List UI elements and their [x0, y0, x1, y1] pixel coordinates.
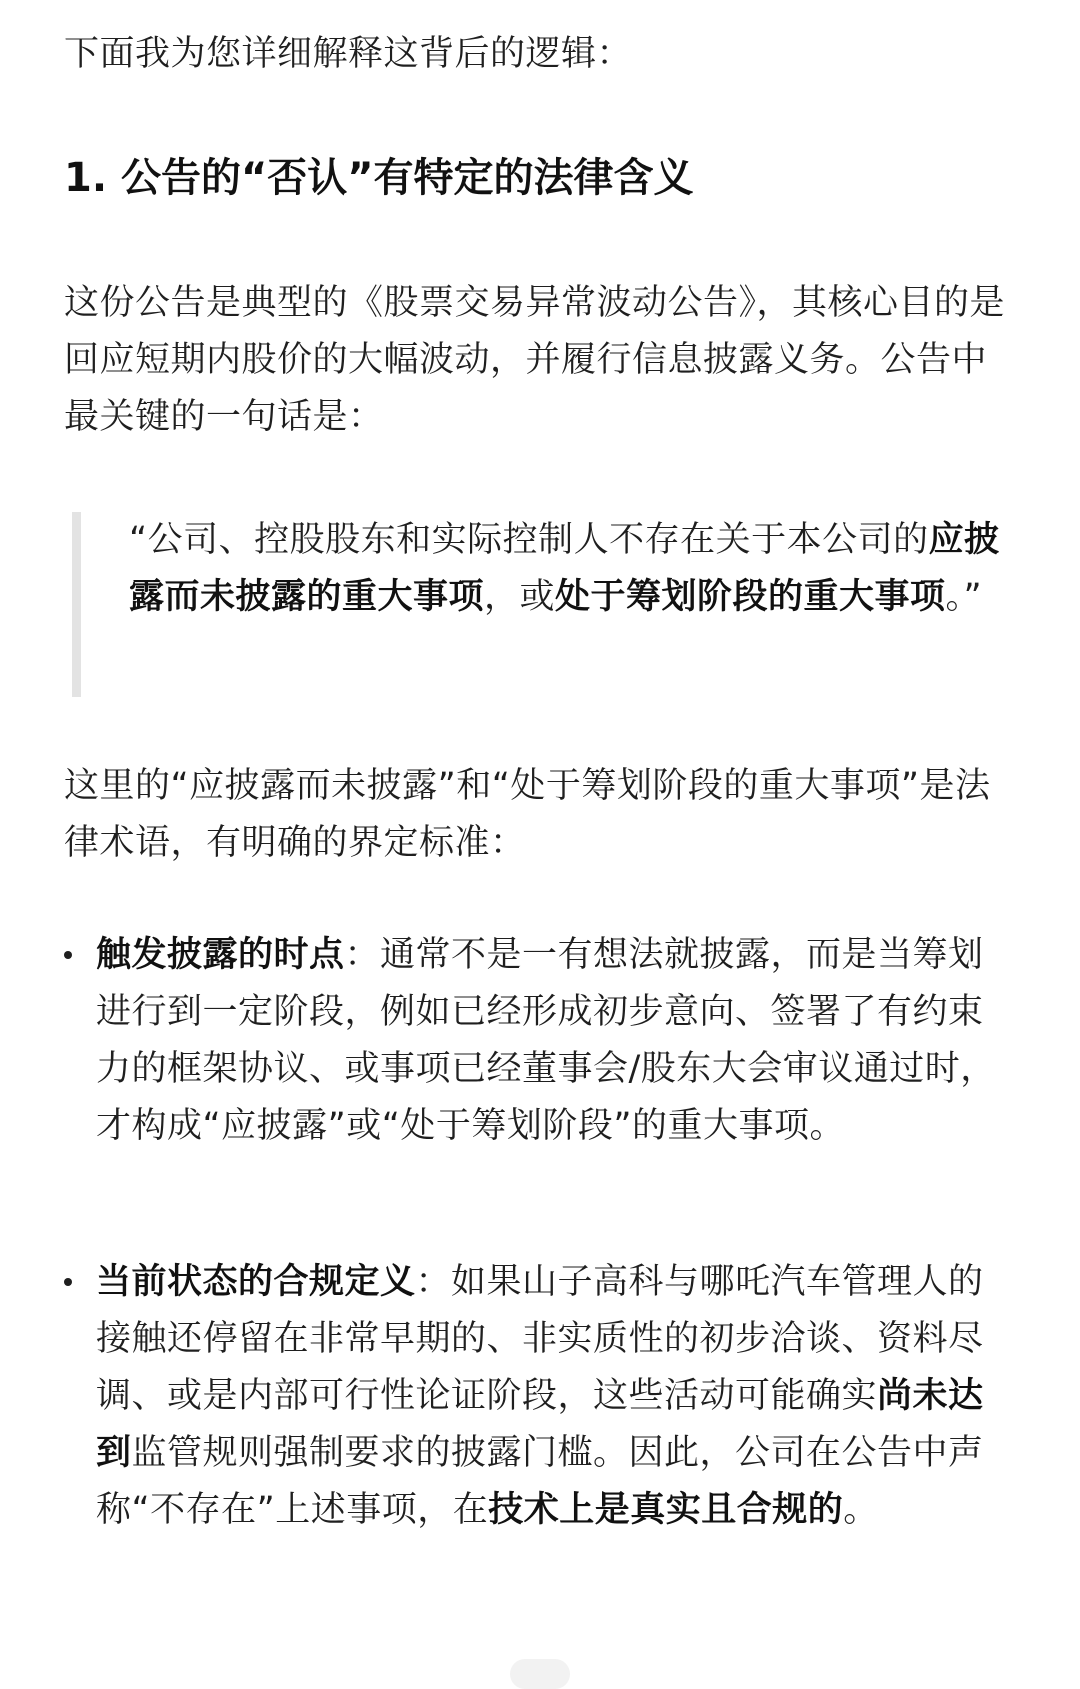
section-heading: 1. 公告的“否认”有特定的法律含义	[64, 155, 694, 201]
list-item-title: 触发披露的时点	[96, 935, 345, 975]
quote-bold-2: 处于筹划阶段的重大事项	[555, 577, 946, 617]
scroll-hint[interactable]	[510, 1659, 570, 1689]
quote-bold-1: 应披露而未披露的重大事项	[129, 520, 1000, 617]
bullet-icon	[64, 951, 72, 959]
list-item-title: 当前状态的合规定义	[96, 1262, 416, 1302]
list-item-text	[96, 927, 1014, 1155]
list-item-text	[96, 1254, 1014, 1539]
paragraph-legal-terms: 这里的“应披露而未披露”和“处于筹划阶段的重大事项”是法律术语，有明确的界定标准：	[64, 766, 991, 863]
list-item-body-2: 监管规则强制要求的披露门槛。因此，公司在公告中声称“不存在”上述事项，在	[96, 1433, 984, 1530]
list-item-body-3: 。	[843, 1490, 879, 1530]
list-item-body-1: ：如果山子高科与哪吒汽车管理人的接触还停留在非常早期的、非实质性的初步洽谈、资料尽调、或是内部可行性论证阶段，这些活动可能确实	[96, 1262, 984, 1416]
list-item-bold-1: 尚未达到	[96, 1376, 984, 1473]
intro-text: 下面我为您详细解释这背后的逻辑：	[64, 34, 633, 74]
quote-text-1: “公司、控股股东和实际控制人不存在关于本公司的	[129, 520, 929, 560]
paragraph-announcement: 这份公告是典型的《股票交易异常波动公告》，其核心目的是回应短期内股价的大幅波动，并履行信息披露义务。公告中最关键的一句话是：	[64, 283, 1006, 437]
list-item-bold-2: 技术上是真实且合规的	[488, 1490, 844, 1530]
bullet-icon	[64, 1278, 72, 1286]
blockquote-bar	[72, 512, 81, 697]
list-item-body: ：通常不是一有想法就披露，而是当筹划进行到一定阶段，例如已经形成初步意向、签署了有约束力的框架协议、或事项已经董事会/股东大会审议通过时，才构成“应披露”或“处于筹划阶段”的重大事项。	[96, 935, 996, 1146]
quote-text-2: ，或	[484, 577, 556, 617]
blockquote	[72, 512, 1014, 697]
quote-text-3: 。”	[945, 577, 983, 617]
blockquote-text	[129, 512, 1014, 626]
